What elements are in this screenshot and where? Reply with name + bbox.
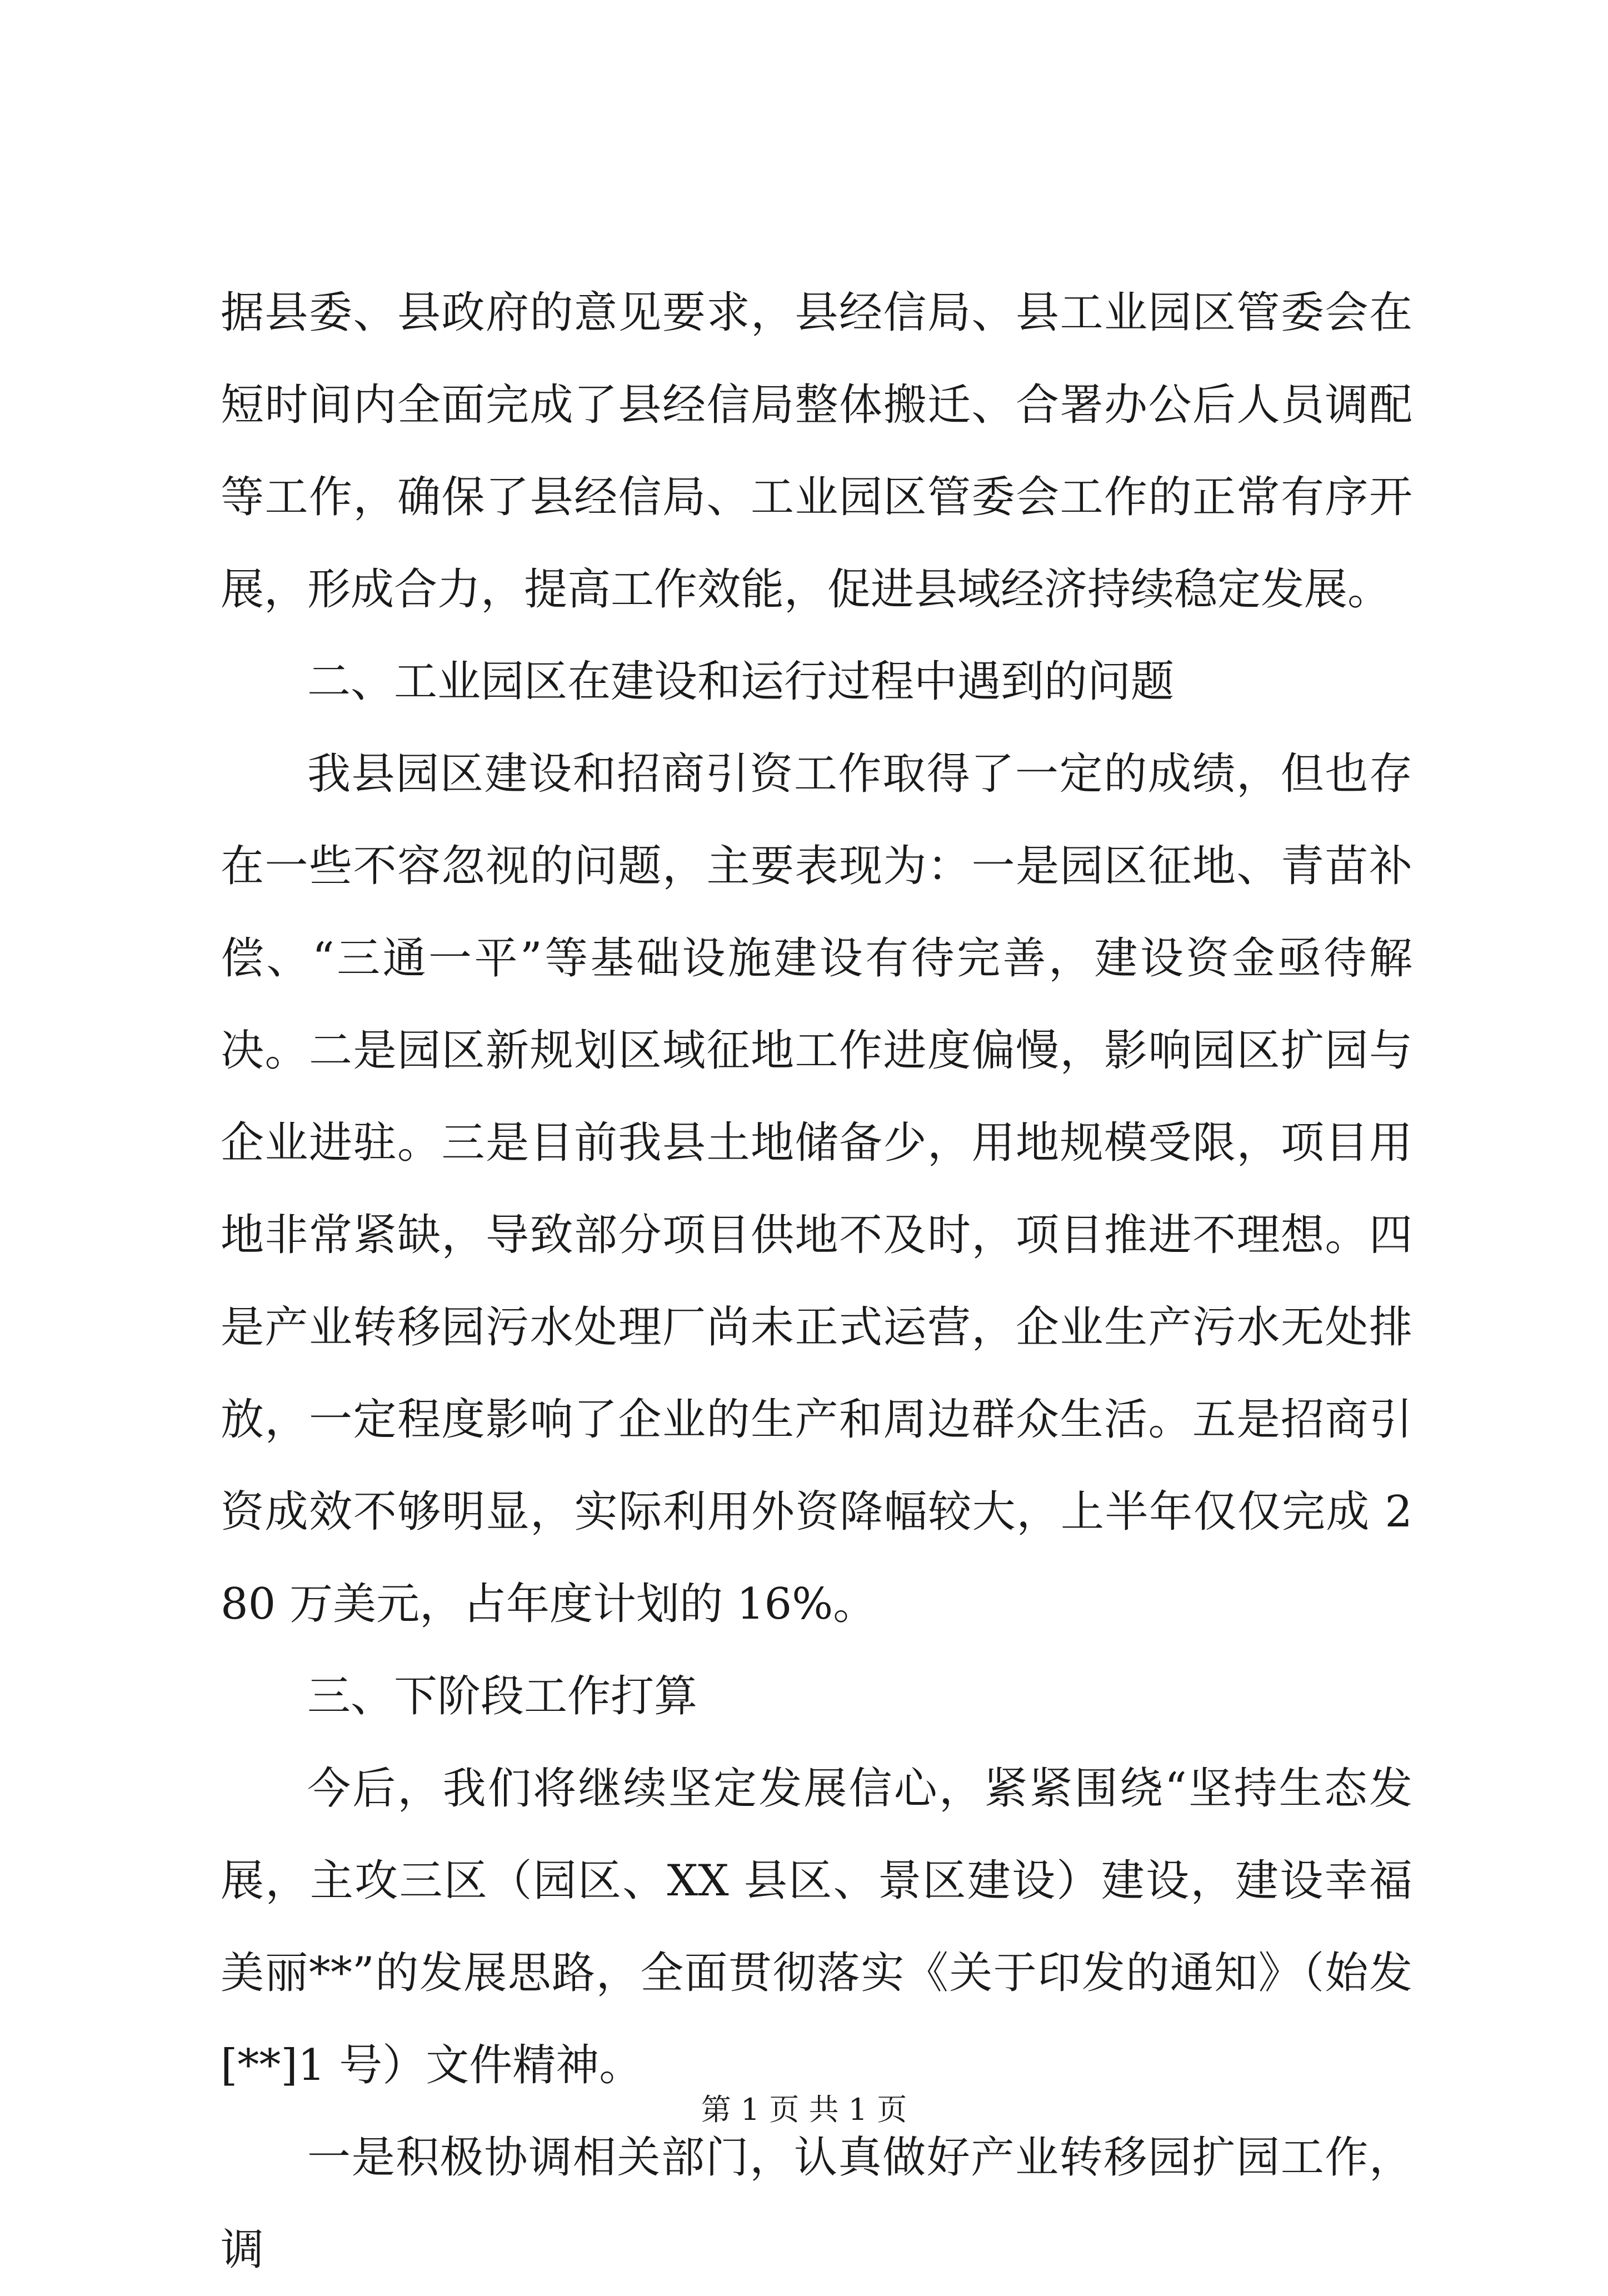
paragraph-problems: 我县园区建设和招商引资工作取得了一定的成绩，但也存在一些不容忽视的问题，主要表现为：一是园区征地、青苗补偿、“三通一平”等基础设施建设有待完善，建设资金亟待解决。二是园区新规划区域征地工作进度偏慢，影响园区扩园与企业进驻。三是目前我县土地储备少，用地规模受限，项目用地非常紧缺，导致部分项目供地不及时，项目推进不理想。四是产业转移园污水处理厂尚未正式运营，企业生产污水无处排放，一定程度影响了企业的生产和周边群众生活。五是招商引资成效不够明显，实际利用外资降幅较大，上半年仅仅完成 280 万美元，占年度计划的 16%。 — [221, 749, 1412, 1629]
paragraph-continuation: 据县委、县政府的意见要求，县经信局、县工业园区管委会在短时间内全面完成了县经信局整体搬迁、合署办公后人员调配等工作，确保了县经信局、工业园区管委会工作的正常有序开展，形成合力，提高工作效能，促进县域经济持续稳定发展。 — [221, 288, 1412, 615]
paragraph-plan: 今后，我们将继续坚定发展信心，紧紧围绕“坚持生态发展，主攻三区（园区、XX 县区、景区建设）建设，建设幸福美丽**”的发展思路，全面贯彻落实《关于印发的通知》（始发[**]1 号）文件精神。 — [221, 1764, 1412, 2090]
paragraph-first-measure: 一是积极协调相关部门，认真做好产业转移园扩园工作，调 — [221, 2133, 1412, 2275]
section-heading-problems: 二、工业园区在建设和运行过程中遇到的问题 — [307, 657, 1175, 707]
document-body — [221, 267, 1412, 2296]
page-number: 第 1 页 共 1 页 — [701, 2092, 907, 2127]
section-heading-next-plan: 三、下阶段工作打算 — [307, 1671, 698, 1721]
page-footer — [0, 2090, 1608, 2129]
